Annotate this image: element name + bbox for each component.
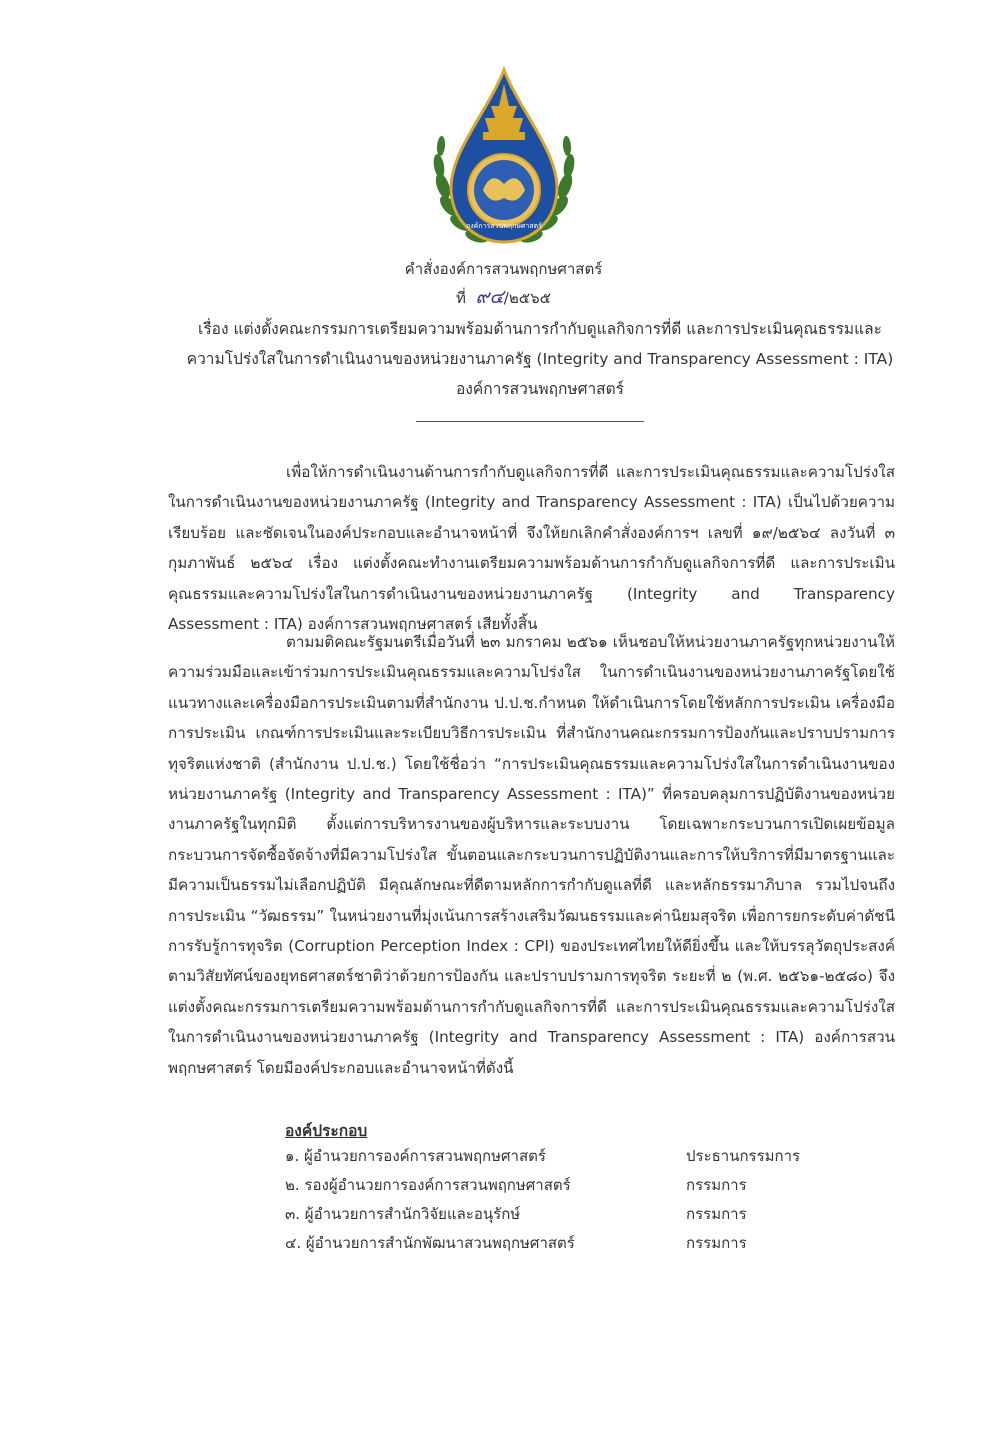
subject-line-2: ความโปร่งใสในการดำเนินงานของหน่วยงานภาครัฐ (Integrity and Transparency Assessment : ITA) (186, 350, 894, 368)
paragraph-2-text: ตามมติคณะรัฐมนตรีเมื่อวันที่ ๒๓ มกราคม ๒๕๖๑ เห็นชอบให้หน่วยงานภาครัฐทุกหน่วยงานให้ความร่วมมือและเข้าร่วมการประเมินคุณธรรมและความโปร่งใส ในการดำเนินงานของหน่วยงานภาครัฐโดยใช้แนวทางและเครื่องมือการประเมินตามที่สำนักงาน ป.ป.ช.กำหนด ให้ดำเนินการโดยใช้หลักการประเมิน เครื่องมือการประเมิน เกณฑ์การประเมินและระเบียบวิธีการประเมิน ที่สำนักงานคณะกรรมการป้องกันและปราบปรามการทุจริตแห่งชาติ (สำนักงาน ป.ป.ช.) โดยใช้ชื่อว่า “การประเมินคุณธรรมและความโปร่งใสในการดำเนินงานของหน่วยงานภาครัฐ (Integrity and Transparency Assessment : ITA)” ที่ครอบคลุมการปฏิบัติงานของหน่วยงานภาครัฐในทุกมิติ ตั้งแต่การบริหารงานของผู้บริหารและระบบงาน โดยเฉพาะกระบวนการเปิดเผยข้อมูลกระบวนการจัดซื้อจัดจ้างที่มีความโปร่งใส ขั้นตอนและกระบวนการปฏิบัติงานและการให้บริการที่มีมาตรฐานและมีความเป็นธรรมไม่เลือกปฏิบัติ มีคุณลักษณะที่ดีตามหลักการกำกับดูแลที่ดี และหลักธรรมาภิบาล รวมไปจนถึงการประเมิน “วัฒธรรม” ในหน่วยงานที่มุ่งเน้นการสร้างเสริมวัฒนธรรมและค่านิยมสุจริต เพื่อการยกระดับค่าดัชนีการรับรู้การทุจริต (Corruption Perception Index : CPI) ของประเทศไทยให้ดียิ่งขึ้น และให้บรรลุวัตถุประสงค์ตามวิสัยทัศน์ของยุทธศาสตร์ชาติว่าด้วยการป้องกัน และปราบปรามการทุจริต ระยะที่ ๒ (พ.ศ. ๒๕๖๑-๒๕๘๐) จึงแต่งตั้งคณะกรรมการเตรียมความพร้อมด้านการกำกับดูแลกิจการที่ดี และการประเมินคุณธรรมและความโปร่งใสในการดำเนินงานของหน่วยงานภาครัฐ (Integrity and Transparency Assessment : ITA) องค์การสวนพฤกษศาสตร์ โดยมีองค์ประกอบและอำนาจหน้าที่ดังนี้ (168, 633, 895, 1077)
order-number-prefix: ที่ (456, 289, 466, 307)
member-name: ๒. รองผู้อำนวยการองค์การสวนพฤกษศาสตร์ (285, 1176, 571, 1194)
subject-line-1: เรื่อง แต่งตั้งคณะกรรมการเตรียมความพร้อมด้านการกำกับดูแลกิจการที่ดี และการประเมินคุณธรรมและ (198, 320, 882, 338)
paragraph-1 (168, 457, 895, 639)
order-number-suffix: /๒๕๖๕ (503, 289, 551, 307)
subject-line-3: องค์การสวนพฤกษศาสตร์ (455, 380, 625, 398)
member-role: กรรมการ (686, 1176, 747, 1194)
paragraph-1-text: เพื่อให้การดำเนินงานด้านการกำกับดูแลกิจการที่ดี และการประเมินคุณธรรมและความโปร่งใสในการดำเนินงานของหน่วยงานภาครัฐ (Integrity and Transparency Assessment : ITA) เป็นไปด้วยความเรียบร้อย และชัดเจนในองค์ประกอบและอำนาจหน้าที่ จึงให้ยกเลิกคำสั่งองค์การฯ เลขที่ ๑๙/๒๕๖๔ ลงวันที่ ๓ กุมภาพันธ์ ๒๕๖๔ เรื่อง แต่งตั้งคณะทำงานเตรียมความพร้อมด้านการกำกับดูแลกิจการที่ดี และการประเมินคุณธรรมและความโปร่งใสในการดำเนินงานของหน่วยงานภาครัฐ (Integrity and Transparency Assessment : ITA) องค์การสวนพฤกษศาสตร์ เสียทั้งสิ้น (168, 463, 895, 634)
member-role: ประธานกรรมการ (686, 1147, 801, 1165)
organization-logo (425, 66, 583, 252)
logo-text: องค์การสวนพฤกษศาสตร์ (466, 222, 542, 230)
member-role: กรรมการ (686, 1205, 747, 1223)
paragraph-2 (168, 627, 895, 1083)
order-number (0, 286, 1007, 309)
order-number-handwritten: ๙๔ (475, 286, 504, 308)
divider-line (416, 421, 644, 422)
composition-title: องค์ประกอบ (285, 1122, 368, 1140)
member-name: ๔. ผู้อำนวยการสำนักพัฒนาสวนพฤกษศาสตร์ (285, 1234, 575, 1252)
member-name: ๓. ผู้อำนวยการสำนักวิจัยและอนุรักษ์ (285, 1205, 521, 1223)
order-title: คำสั่งองค์การสวนพฤกษศาสตร์ (404, 260, 603, 278)
member-name: ๑. ผู้อำนวยการองค์การสวนพฤกษศาสตร์ (285, 1147, 546, 1165)
member-role: กรรมการ (686, 1234, 747, 1252)
